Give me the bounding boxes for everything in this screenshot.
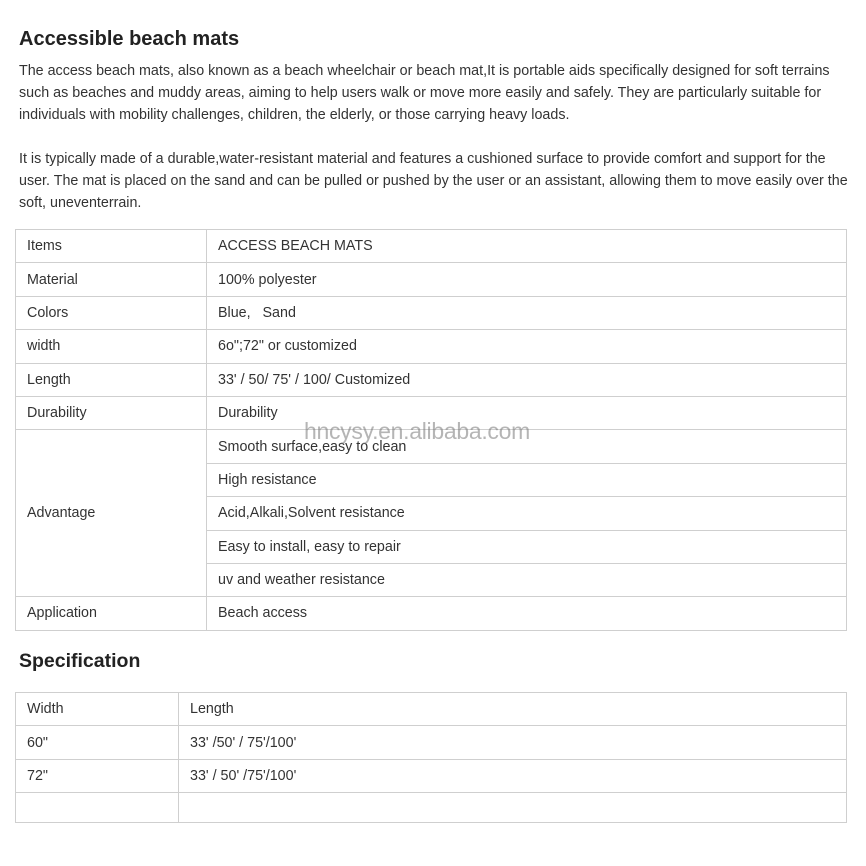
row-value: 6o";72" or customized — [207, 330, 847, 363]
row-value: Blue, Sand — [207, 296, 847, 329]
row-label: width — [16, 330, 207, 363]
product-details-table — [15, 229, 847, 631]
table-row — [16, 363, 847, 396]
table-header-row — [16, 693, 847, 726]
table-row — [16, 230, 847, 263]
row-value: 33' / 50/ 75' / 100/ Customized — [207, 363, 847, 396]
table-row — [16, 759, 847, 792]
table-row — [16, 396, 847, 429]
table-row — [16, 296, 847, 329]
table-row — [16, 263, 847, 296]
advantage-label: Advantage — [16, 430, 207, 597]
row-value: Beach access — [207, 597, 847, 630]
advantage-value: Acid,Alkali,Solvent resistance — [207, 497, 847, 530]
page-title: Accessible beach mats — [19, 28, 240, 50]
row-label: Material — [16, 263, 207, 296]
column-header-length: Length — [179, 693, 847, 726]
width-cell: 72" — [16, 759, 179, 792]
table-row — [16, 597, 847, 630]
table-row — [16, 430, 847, 463]
length-cell: 33' / 50' /75'/100' — [179, 759, 847, 792]
row-value: 100% polyester — [207, 263, 847, 296]
advantage-value: uv and weather resistance — [207, 563, 847, 596]
row-label: Items — [16, 230, 207, 263]
empty-table-row — [16, 793, 847, 823]
watermark: hncysy.en.alibaba.com — [304, 418, 530, 444]
specification-title: Specification — [19, 650, 141, 672]
row-value: Durability — [207, 396, 847, 429]
row-label: Durability — [16, 396, 207, 429]
empty-cell — [16, 793, 179, 823]
advantage-value: Smooth surface,easy to clean — [207, 430, 847, 463]
table-row — [16, 330, 847, 363]
row-label: Application — [16, 597, 207, 630]
advantage-value: High resistance — [207, 463, 847, 496]
column-header-width: Width — [16, 693, 179, 726]
empty-cell — [179, 793, 847, 823]
description-paragraph: It is typically made of a durable,water-resistant material and features a cushioned surface to provide comfort and support for the user. The mat is placed on the sand and can be pulled or pushed by the user or an assistant, allowing them to move easily over the soft, uneventerrain. — [19, 151, 848, 211]
advantage-value: Easy to install, easy to repair — [207, 530, 847, 563]
length-cell: 33' /50' / 75'/100' — [179, 726, 847, 759]
width-cell: 60" — [16, 726, 179, 759]
specification-table — [15, 692, 847, 823]
row-label: Colors — [16, 296, 207, 329]
table-row — [16, 726, 847, 759]
row-value: ACCESS BEACH MATS — [207, 230, 847, 263]
row-label: Length — [16, 363, 207, 396]
intro-paragraph: The access beach mats, also known as a beach wheelchair or beach mat,It is portable aids specifically designed for soft terrains such as beaches and muddy areas, aiming to help users walk or move more easily and safely. They are particularly suitable for individuals with mobility challenges, children, the elderly, or those carrying heavy loads. — [19, 63, 830, 123]
